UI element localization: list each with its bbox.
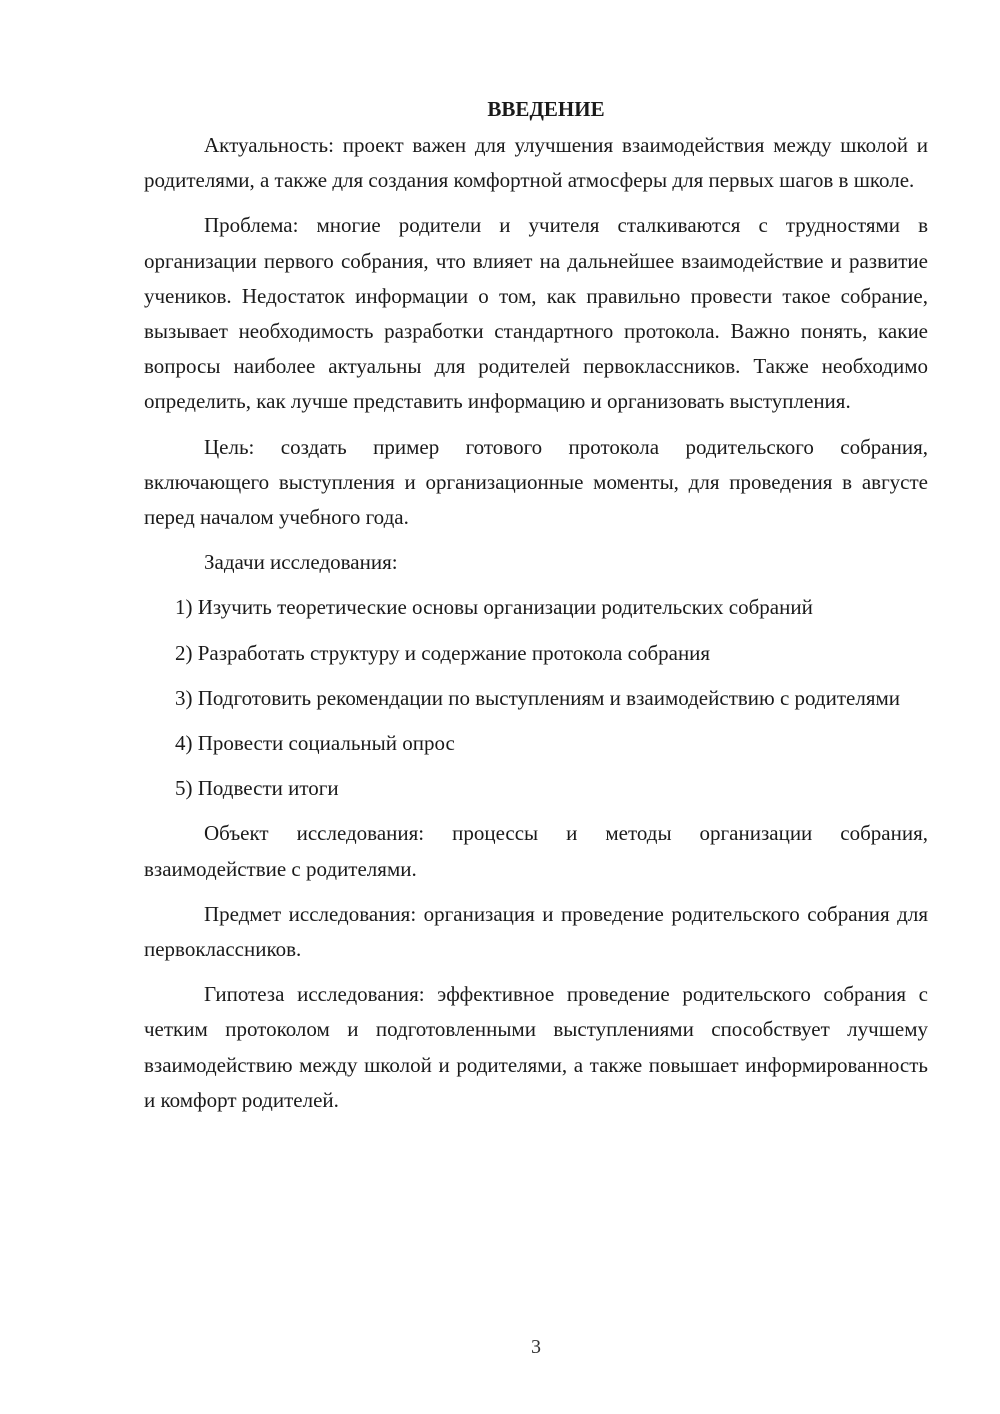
goal-paragraph: Цель: создать пример готового протокола родительского собрания, включающего выступления и организационные моменты, для проведения в августе перед началом учебного года. <box>144 434 928 530</box>
subject-paragraph: Предмет исследования: организация и проведение родительского собрания для первоклассников. <box>144 901 928 962</box>
task-item-5: 5) Подвести итоги <box>175 776 339 801</box>
page-number: 3 <box>531 1336 541 1358</box>
task-item-4: 4) Провести социальный опрос <box>175 731 455 756</box>
section-title: ВВЕДЕНИЕ <box>487 97 605 121</box>
task-item-3: 3) Подготовить рекомендации по выступлениям и взаимодействию с родителями <box>175 685 901 710</box>
hypothesis-paragraph: Гипотеза исследования: эффективное проведение родительского собрания с четким протоколом и подготовленными выступлениями способствует лучшему взаимодействию между школой и родителями, а также повышает информированность и комфорт родителей. <box>144 982 928 1112</box>
task-item-2: 2) Разработать структуру и содержание протокола собрания <box>175 640 711 665</box>
object-paragraph: Объект исследования: процессы и методы организации собрания, взаимодействие с родителями. <box>144 821 928 881</box>
task-item-1: 1) Изучить теоретические основы организации родительских собраний <box>175 595 813 620</box>
document-page <box>144 92 928 1128</box>
actuality-paragraph: Актуальность: проект важен для улучшения взаимодействия между школой и родителями, а также для создания комфортной атмосферы для первых шагов в школе. <box>144 133 928 193</box>
problem-paragraph: Проблема: многие родители и учителя сталкиваются с трудностями в организации первого собрания, что влияет на дальнейшее взаимодействие и развитие учеников. Недостаток информации о том, как правильно провести такое собрание, вызывает необходимость разработки стандартного протокола. Важно понять, какие вопросы наиболее актуальны для родителей первоклассников. Также необходимо определить, как лучше представить информацию и организовать выступления. <box>144 213 928 414</box>
tasks-heading: Задачи исследования: <box>204 550 398 575</box>
